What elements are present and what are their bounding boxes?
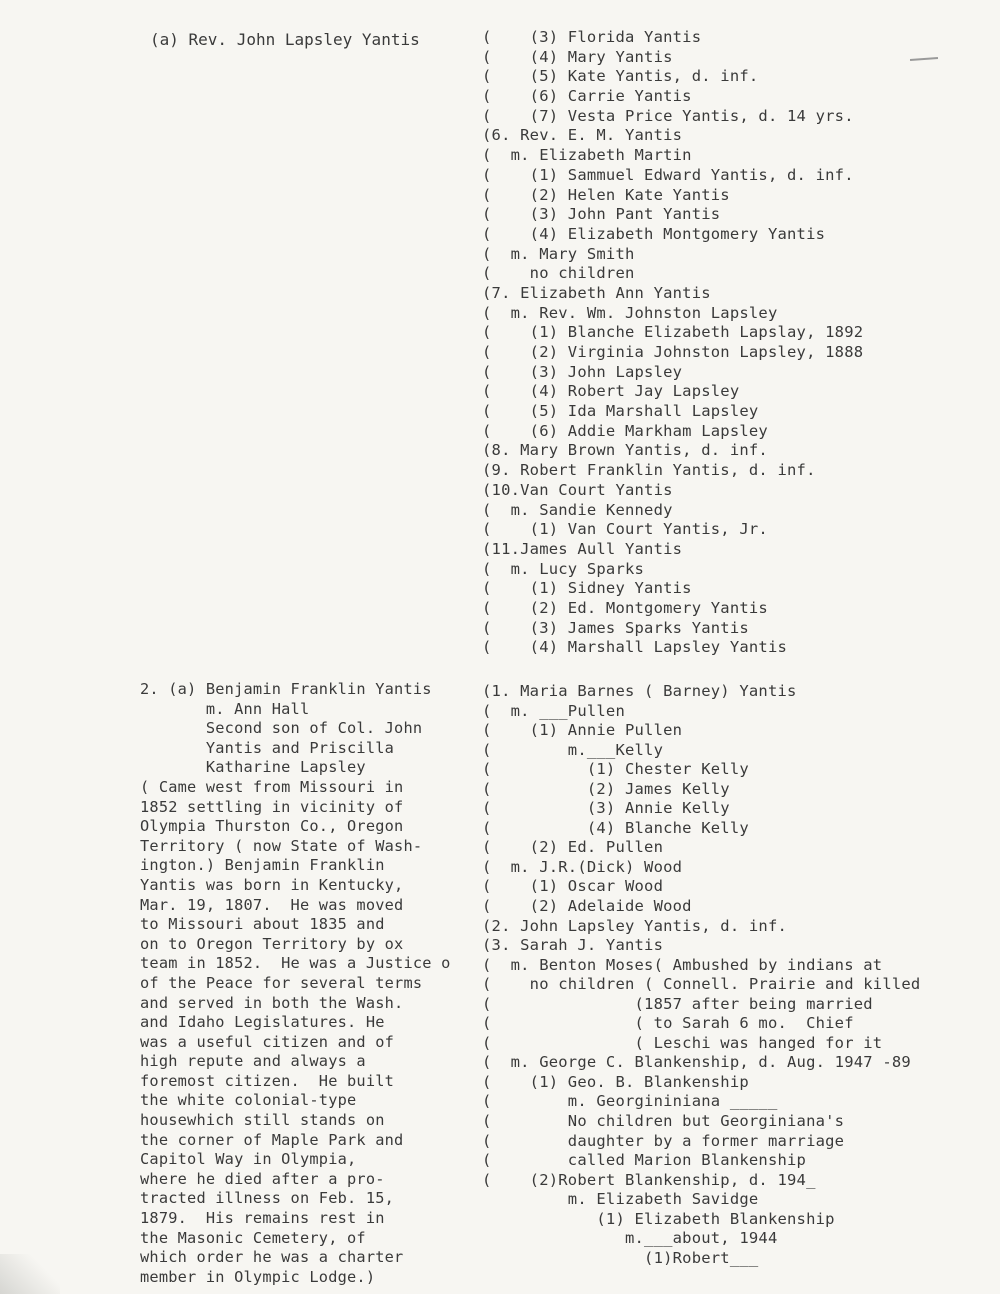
text-line: ( m. ___Pullen [482, 701, 625, 720]
text-line: (6. Rev. E. M. Yantis [482, 126, 683, 145]
text-line: ( (1) Chester Kelly [482, 760, 749, 779]
text-line: ( (1) Oscar Wood [482, 877, 664, 896]
text-line: Territory ( now State of Wash- [140, 836, 423, 855]
text-line: high repute and always a [140, 1052, 366, 1071]
text-line: was a useful citizen and of [140, 1032, 395, 1051]
text-line: ( (2) Ed. Montgomery Yantis [482, 598, 768, 617]
text-line: 1852 settling in vicinity of [140, 797, 404, 816]
section-heading: (a) Rev. John Lapsley Yantis [150, 30, 420, 49]
text-line: ( ( Leschi was hanged for it [482, 1033, 883, 1052]
text-line: ( No children but Georginiana's [482, 1112, 845, 1131]
text-line: (3. Sarah J. Yantis [482, 936, 664, 955]
text-line: Second son of Col. John [140, 719, 423, 738]
text-line: of the Peace for several terms [140, 973, 423, 992]
text-line: ( no children [482, 264, 635, 283]
text-line: Mar. 19, 1807. He was moved [140, 895, 404, 914]
text-line: ( no children ( Connell. Prairie and killed [482, 975, 921, 994]
text-line: ( m. Elizabeth Martin [482, 146, 692, 165]
text-line: member in Olympic Lodge.) [140, 1267, 376, 1286]
text-line: ( (3) John Lapsley [482, 362, 683, 381]
text-line: ( (3) Florida Yantis [482, 28, 702, 46]
text-line: and served in both the Wash. [140, 993, 404, 1012]
text-line: ( (3) Annie Kelly [482, 799, 730, 818]
text-line: ( m.___Kelly [482, 740, 664, 759]
text-line: ( (2) James Kelly [482, 779, 730, 798]
text-line: (2. John Lapsley Yantis, d. inf. [482, 916, 788, 935]
text-line: ( m. George C. Blankenship, d. Aug. 1947 -89 [482, 1053, 911, 1072]
text-line: ( Came west from Missouri in [140, 777, 404, 796]
text-line: (1)Robert___ [482, 1248, 759, 1267]
text-line: ( (1857 after being married [482, 994, 873, 1013]
text-line: ( (3) James Sparks Yantis [482, 618, 749, 637]
text-line: ( m. J.R.(Dick) Wood [482, 857, 683, 876]
left-column-section-2 [140, 680, 451, 1287]
text-line: ( m. Benton Moses( Ambushed by indians at [482, 955, 883, 974]
text-line: to Missouri about 1835 and [140, 915, 385, 934]
right-column-top [482, 28, 863, 658]
text-line: team in 1852. He was a Justice o [140, 954, 451, 973]
text-line: ( (1) Sammuel Edward Yantis, d. inf. [482, 165, 854, 184]
text-line: ( daughter by a former marriage [482, 1131, 845, 1150]
text-line: ( (6) Carrie Yantis [482, 87, 692, 106]
text-line: ( (4) Robert Jay Lapsley [482, 382, 740, 401]
text-line: ( m. Lucy Sparks [482, 559, 645, 578]
text-line: tracted illness on Feb. 15, [140, 1189, 395, 1208]
text-line: ( (2) Adelaide Wood [482, 897, 692, 916]
text-line: housewhich still stands on [140, 1111, 385, 1130]
text-line: ( called Marion Blankenship [482, 1151, 807, 1170]
text-line: ( (3) John Pant Yantis [482, 205, 721, 224]
text-line: ( (4) Marshall Lapsley Yantis [482, 638, 788, 657]
text-line: 2. (a) Benjamin Franklin Yantis [140, 680, 432, 698]
text-line: (1) Elizabeth Blankenship [482, 1209, 835, 1228]
text-line: on to Oregon Territory by ox [140, 934, 404, 953]
text-line: ( (4) Elizabeth Montgomery Yantis [482, 224, 826, 243]
text-line: ( m. Rev. Wm. Johnston Lapsley [482, 303, 778, 322]
text-line: m. Elizabeth Savidge [482, 1190, 759, 1209]
text-line: Yantis and Priscilla [140, 738, 395, 757]
text-line: ( ( to Sarah 6 mo. Chief [482, 1014, 854, 1033]
text-line: (10.Van Court Yantis [482, 480, 673, 499]
text-line: ( (4) Mary Yantis [482, 47, 673, 66]
text-line: (1. Maria Barnes ( Barney) Yantis [482, 682, 797, 700]
text-line: ( (1) Annie Pullen [482, 721, 683, 740]
text-line: Olympia Thurston Co., Oregon [140, 817, 404, 836]
text-line: (11.James Aull Yantis [482, 539, 683, 558]
text-line: (8. Mary Brown Yantis, d. inf. [482, 441, 768, 460]
right-column-section-2 [482, 682, 920, 1268]
text-line: ington.) Benjamin Franklin [140, 856, 385, 875]
text-line: ( (1) Van Court Yantis, Jr. [482, 520, 768, 539]
text-line: ( (2) Virginia Johnston Lapsley, 1888 [482, 343, 864, 361]
text-line: ( (2)Robert Blankenship, d. 194_ [482, 1170, 816, 1189]
text-line: Capitol Way in Olympia, [140, 1150, 357, 1169]
text-line: ( (4) Blanche Kelly [482, 818, 749, 837]
text-line: the Masonic Cemetery, of [140, 1228, 366, 1247]
text-line: (9. Robert Franklin Yantis, d. inf. [482, 461, 816, 480]
text-line: Yantis was born in Kentucky, [140, 875, 404, 894]
text-line: ( (6) Addie Markham Lapsley [482, 421, 768, 440]
text-line: the white colonial-type [140, 1091, 357, 1110]
text-line: (7. Elizabeth Ann Yantis [482, 283, 711, 302]
text-line: ( m. Sandie Kennedy [482, 500, 673, 519]
text-line: foremost citizen. He built [140, 1071, 395, 1090]
text-line: ( (5) Ida Marshall Lapsley [482, 402, 759, 421]
text-line: ( (1) Sidney Yantis [482, 579, 692, 598]
text-line: ( m. Mary Smith [482, 244, 635, 263]
text-line: m.___about, 1944 [482, 1229, 778, 1248]
text-line: and Idaho Legislatures. He [140, 1013, 385, 1032]
text-line: 1879. His remains rest in [140, 1209, 385, 1228]
text-line: ( (1) Geo. B. Blankenship [482, 1072, 749, 1091]
text-line: ( (2) Ed. Pullen [482, 838, 664, 857]
text-line: where he died after a pro- [140, 1169, 385, 1188]
text-line: ( (1) Blanche Elizabeth Lapslay, 1892 [482, 323, 864, 342]
text-line: ( (5) Kate Yantis, d. inf. [482, 67, 759, 86]
text-line: which order he was a charter [140, 1248, 404, 1267]
text-line: ( (2) Helen Kate Yantis [482, 185, 730, 204]
text-line: the corner of Maple Park and [140, 1130, 404, 1149]
text-line: ( m. Georgininiana _____ [482, 1092, 778, 1111]
text-line: ( (7) Vesta Price Yantis, d. 14 yrs. [482, 106, 854, 125]
text-line: Katharine Lapsley [140, 758, 366, 777]
corner-smudge [0, 1254, 60, 1294]
pen-mark [910, 57, 938, 61]
text-line: m. Ann Hall [140, 699, 310, 718]
